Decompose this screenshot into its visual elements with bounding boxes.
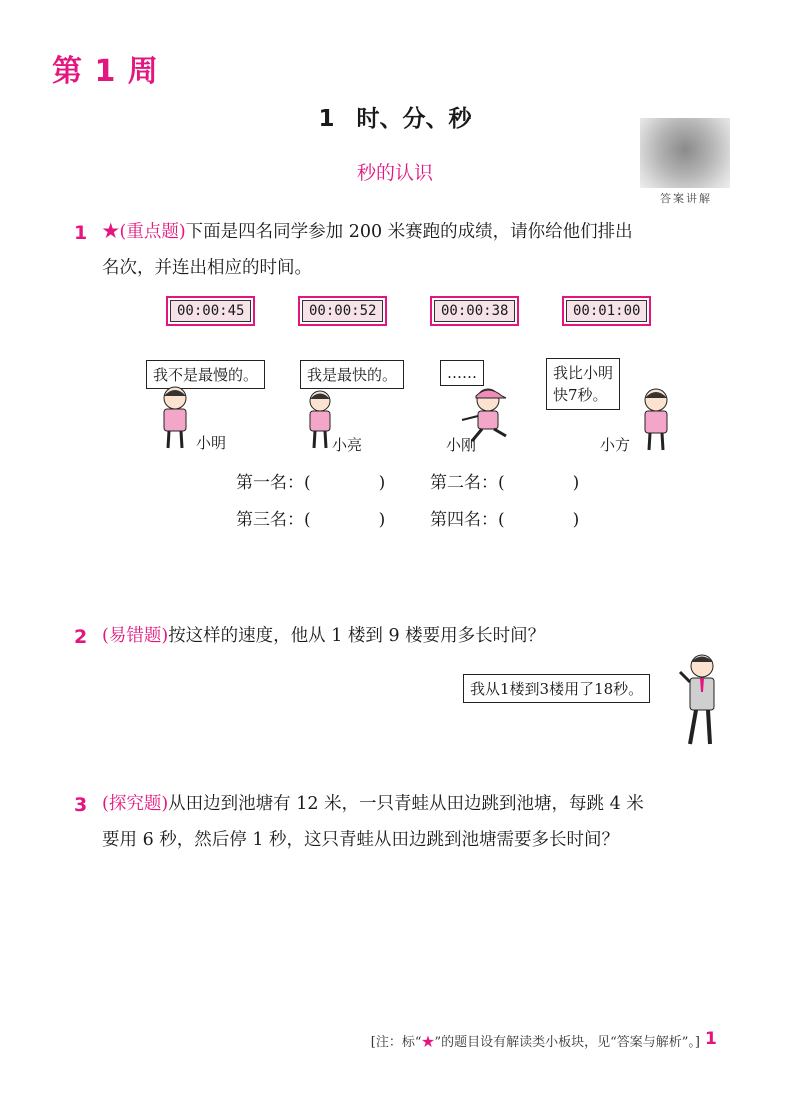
name-xiaoliang: 小亮 bbox=[332, 436, 363, 454]
question-1-tag: ★(重点题) bbox=[102, 222, 186, 242]
week-title: 第 1 周 bbox=[52, 54, 159, 89]
footer-note-suffix: ”的题目设有解读类小板块，见“答案与解析”。] bbox=[434, 1035, 700, 1050]
clock-4-time: 00:01:00 bbox=[566, 300, 647, 322]
child-xiaoming-illustration bbox=[155, 384, 195, 454]
question-1-text bbox=[102, 214, 742, 286]
question-1-line1: 下面是四名同学参加 200 米赛跑的成绩，请你给他们排出 bbox=[185, 222, 633, 242]
ranking-second[interactable]: 第二名：( ) bbox=[430, 473, 580, 493]
ranking-fourth[interactable]: 第四名：( ) bbox=[430, 510, 580, 530]
page-number: 1 bbox=[705, 1029, 717, 1049]
clock-2-time: 00:00:52 bbox=[302, 300, 383, 322]
question-2-tag: (易错题) bbox=[102, 626, 169, 646]
speech-xiaofang-line2: 快7秒。 bbox=[553, 386, 608, 404]
ranking-third[interactable]: 第三名：( ) bbox=[236, 510, 386, 530]
speech-bubble-xiaoming: 我不是最慢的。 bbox=[146, 360, 265, 389]
question-3-text bbox=[102, 786, 742, 858]
clock-3-time: 00:00:38 bbox=[434, 300, 515, 322]
clock-4 bbox=[562, 296, 651, 326]
question-2-line: 按这样的速度，他从 1 楼到 9 楼要用多长时间？ bbox=[168, 626, 546, 646]
speech-bubble-xiaogang: …… bbox=[440, 360, 484, 386]
name-xiaoming: 小明 bbox=[196, 434, 227, 452]
name-xiaofang: 小方 bbox=[600, 436, 631, 454]
ranking-first[interactable]: 第一名：( ) bbox=[236, 473, 386, 493]
footer-note-prefix: [注：标“ bbox=[370, 1035, 422, 1050]
clock-1-time: 00:00:45 bbox=[170, 300, 251, 322]
clock-3 bbox=[430, 296, 519, 326]
star-icon: ★ bbox=[421, 1035, 435, 1050]
question-3-tag: (探究题) bbox=[102, 794, 169, 814]
footer-note bbox=[0, 1031, 700, 1050]
question-3-line2: 要用 6 秒，然后停 1 秒，这只青蛙从田边跳到池塘需要多长时间？ bbox=[102, 830, 620, 850]
question-3-line1: 从田边到池塘有 12 米，一只青蛙从田边跳到池塘，每跳 4 米 bbox=[168, 794, 644, 814]
question-1-number: 1 bbox=[74, 222, 88, 244]
question-2-number: 2 bbox=[74, 626, 88, 648]
clock-1 bbox=[166, 296, 255, 326]
lesson-title-text: 时、分、秒 bbox=[356, 106, 472, 132]
name-xiaogang: 小刚 bbox=[446, 436, 477, 454]
speech-bubble-xiaofang bbox=[546, 358, 620, 410]
man-illustration bbox=[676, 652, 726, 748]
question-2-text bbox=[102, 618, 742, 654]
question-1-line2: 名次，并连出相应的时间。 bbox=[102, 258, 312, 278]
clock-2 bbox=[298, 296, 387, 326]
speech-bubble-man: 我从1楼到3楼用了18秒。 bbox=[463, 674, 650, 703]
section-subtitle: 秒的认识 bbox=[356, 162, 433, 184]
speech-bubble-xiaoliang: 我是最快的。 bbox=[300, 360, 404, 389]
lesson-number: 1 bbox=[318, 106, 335, 132]
speech-xiaofang-line1: 我比小明 bbox=[553, 364, 614, 382]
qr-label: 答案讲解 bbox=[660, 192, 712, 205]
child-xiaofang-illustration bbox=[636, 386, 676, 454]
question-3-number: 3 bbox=[74, 794, 88, 816]
